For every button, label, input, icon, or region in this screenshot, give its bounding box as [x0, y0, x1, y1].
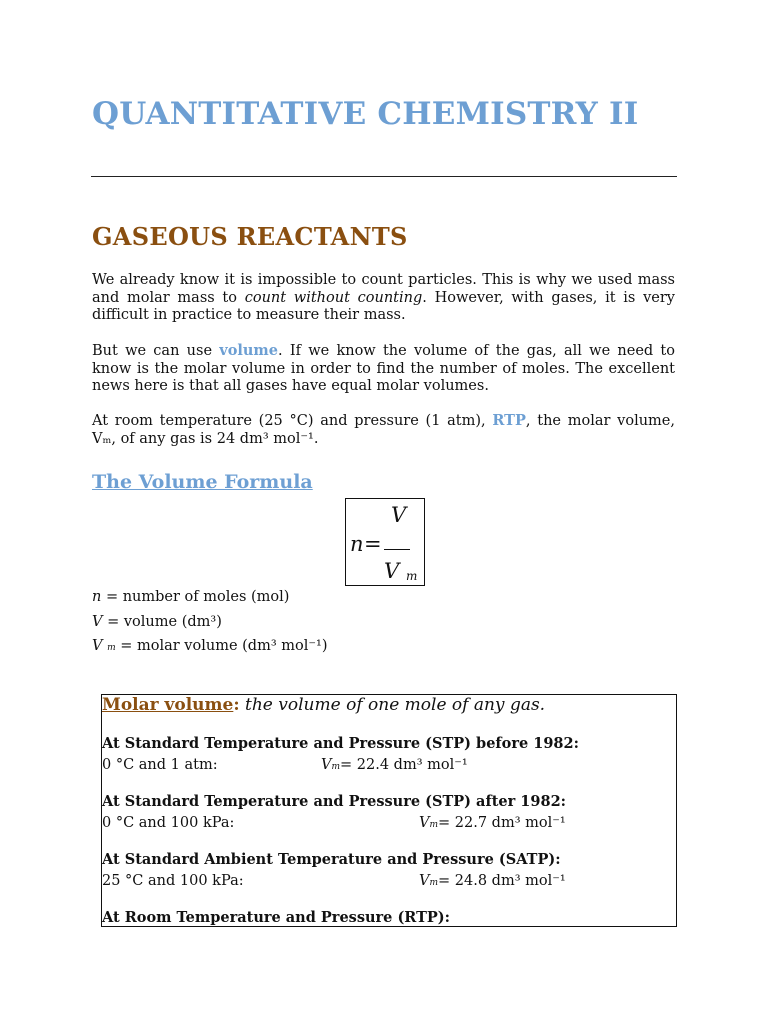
molar-volume-colon: :: [233, 695, 240, 715]
satp-value: [419, 873, 566, 889]
definition-symbol: V: [92, 638, 103, 654]
paragraph-2: [92, 342, 675, 396]
vm-subscript: m: [331, 762, 341, 772]
definition-v: [92, 611, 328, 636]
vm-symbol: V: [419, 815, 430, 831]
paragraph-1-start: We already know it is impossible to count particles. This is why we used mass and molar mass to: [92, 272, 675, 306]
paragraph-3-start: At room temperature (25 °C) and pressure (1 atm),: [92, 413, 493, 429]
stp-after-1982-heading: At Standard Temperature and Pressure (STP) after 1982:: [102, 793, 567, 810]
paragraph-2-end: . If we know the volume of the gas, all we need to know is the molar volume in order to find the number of moles. The excellent news here is that all gases have equal molar volumes.: [92, 343, 675, 394]
stp-after-1982-value: [419, 815, 566, 831]
definition-text: = number of moles (mol): [101, 589, 290, 605]
stp-before-1982-condition: 0 °C and 1 atm:: [102, 757, 218, 773]
definition-vm: [92, 635, 328, 660]
formula-equals: =: [364, 532, 382, 556]
vm-subscript: m: [429, 878, 439, 888]
satp-heading: At Standard Ambient Temperature and Pressure (SATP):: [102, 851, 561, 868]
vm-value: = 24.8 dm³ mol⁻¹: [438, 873, 566, 889]
definition-text: = molar volume (dm³ mol⁻¹): [115, 638, 328, 654]
definition-n: [92, 586, 328, 611]
vm-symbol: V: [321, 757, 332, 773]
keyword-rtp: RTP: [492, 412, 526, 429]
formula-numerator: V: [391, 503, 407, 527]
stp-after-1982-condition: 0 °C and 100 kPa:: [102, 815, 235, 831]
variable-definitions: [92, 586, 328, 660]
paragraph-3-end: , the molar volume, Vₘ, of any gas is 24 dm³ mol⁻¹.: [92, 413, 675, 447]
vm-value: = 22.7 dm³ mol⁻¹: [438, 815, 566, 831]
molar-volume-box: [101, 694, 677, 927]
definition-symbol: V: [92, 613, 103, 630]
formula-denominator-subscript: m: [406, 569, 418, 583]
molar-volume-definition: [102, 695, 545, 715]
paragraph-1: [92, 272, 675, 325]
stp-before-1982-heading: At Standard Temperature and Pressure (STP) before 1982:: [102, 735, 579, 752]
definition-subscript: m: [107, 643, 116, 653]
paragraph-1-end: . However, with gases, it is very difficult in practice to measure their mass.: [92, 289, 675, 323]
vm-subscript: m: [429, 820, 439, 830]
definition-symbol: n: [92, 589, 102, 605]
section-heading: GASEOUS REACTANTS: [92, 222, 408, 251]
formula-lhs: n: [350, 532, 364, 556]
molar-volume-meaning: the volume of one mole of any gas.: [239, 695, 546, 715]
stp-before-1982-value: [321, 757, 468, 773]
satp-condition: 25 °C and 100 kPa:: [102, 873, 244, 889]
molar-volume-term: Molar volume: [102, 695, 234, 715]
paragraph-3: [92, 412, 675, 448]
volume-formula: [345, 498, 425, 586]
keyword-volume: volume: [219, 342, 278, 359]
fraction-bar: [384, 549, 410, 550]
formula-heading: The Volume Formula: [92, 471, 313, 493]
paragraph-2-start: But we can use: [92, 343, 220, 359]
vm-value: = 22.4 dm³ mol⁻¹: [340, 757, 468, 773]
formula-denominator: V: [384, 559, 400, 583]
vm-symbol: V: [419, 873, 430, 889]
definition-text: = volume (dm³): [102, 613, 222, 630]
rtp-heading: At Room Temperature and Pressure (RTP):: [102, 909, 451, 926]
page-title: QUANTITATIVE CHEMISTRY II: [92, 96, 639, 132]
title-divider: [91, 176, 677, 177]
paragraph-1-emphasis: count without counting: [244, 289, 423, 306]
